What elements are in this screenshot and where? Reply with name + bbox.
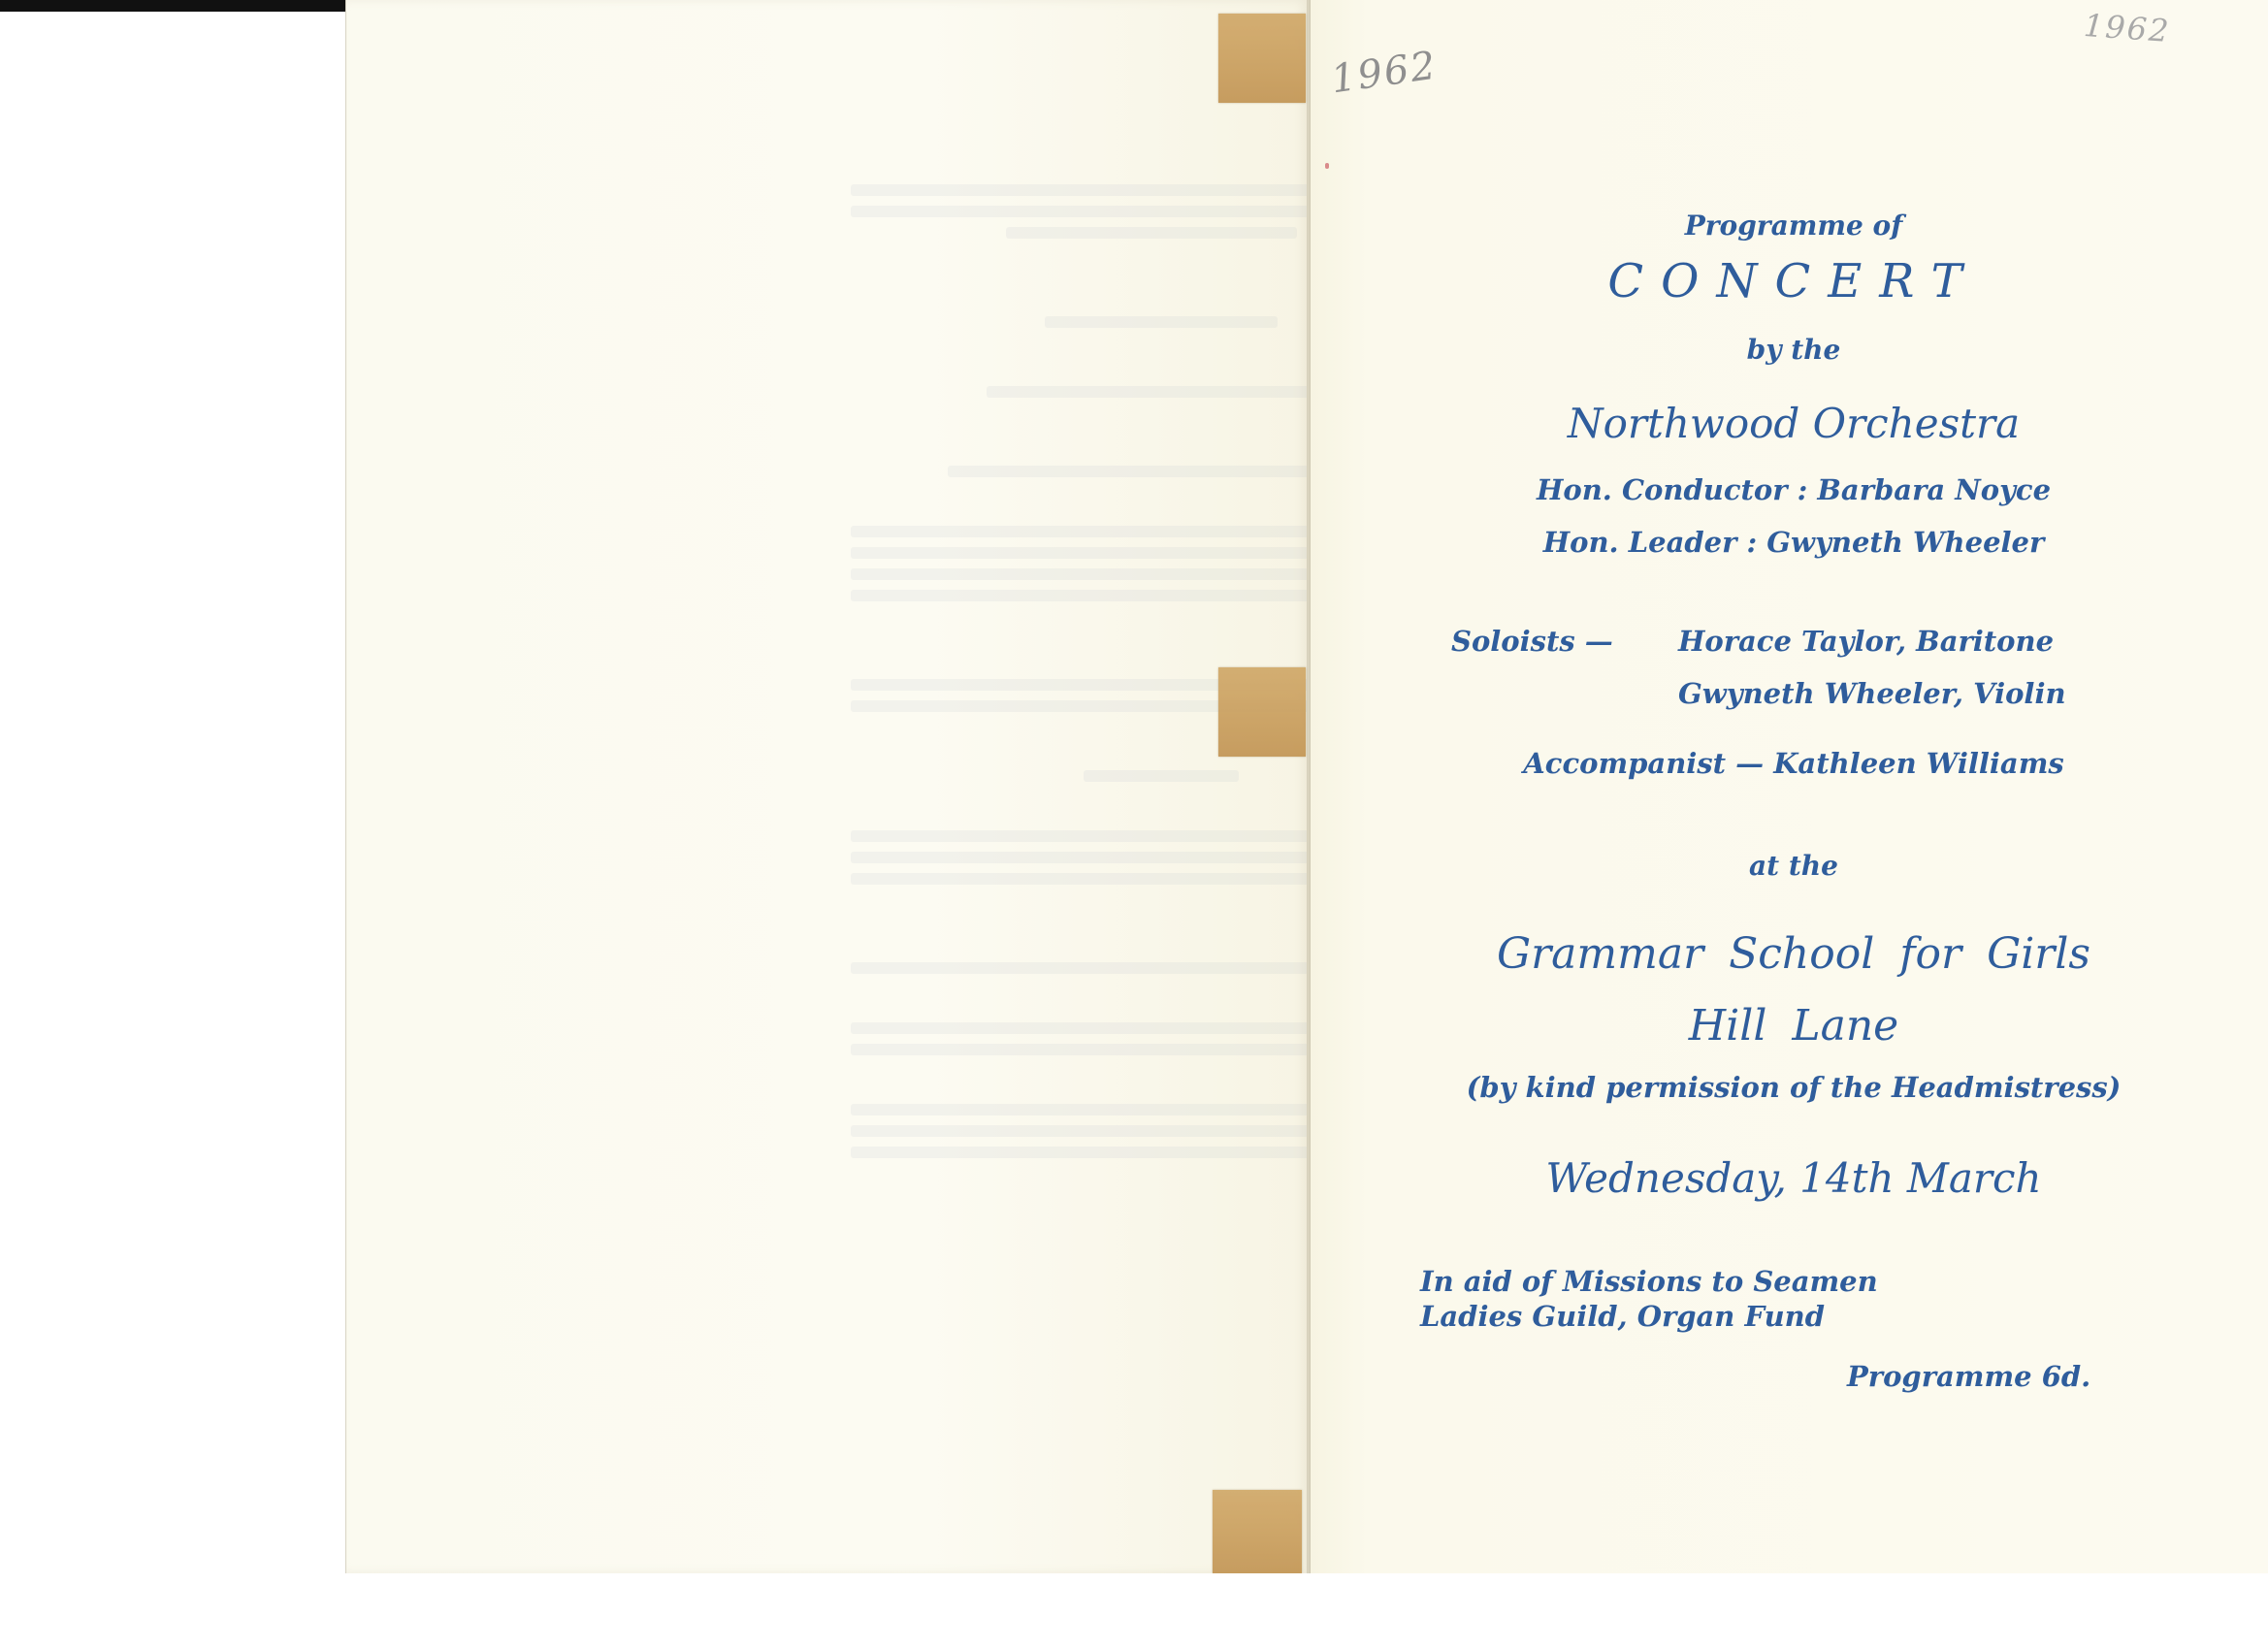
adhesive-tape — [1218, 14, 1306, 103]
venue-name: Grammar School for Girls — [1497, 929, 2090, 979]
charity-line: Ladies Guild, Organ Fund — [1420, 1300, 1826, 1333]
soloist-entry: Horace Taylor, Baritone — [1678, 625, 2055, 658]
by-the-text: by the — [1746, 334, 1841, 366]
venue-street: Hill Lane — [1688, 1001, 1899, 1051]
leader-line: Hon. Leader : Gwyneth Wheeler — [1542, 526, 2045, 559]
charity-line: In aid of Missions to Seamen — [1420, 1265, 1878, 1298]
conductor-line: Hon. Conductor : Barbara Noyce — [1536, 473, 2052, 506]
permission-note: (by kind permission of the Headmistress) — [1466, 1071, 2122, 1104]
concert-date: Wednesday, 14th March — [1545, 1154, 2042, 1202]
orchestra-name: Northwood Orchestra — [1567, 400, 2021, 447]
at-the-text: at the — [1749, 850, 1838, 882]
handwritten-year: 1962 — [1328, 43, 1441, 103]
adhesive-tape — [1218, 667, 1306, 757]
left-page — [345, 0, 1309, 1573]
soloists-label: Soloists — — [1451, 625, 1613, 658]
concert-title: CONCERT — [1607, 254, 1980, 308]
programme-price: Programme 6d. — [1847, 1360, 2091, 1393]
scanner-edge — [0, 0, 351, 12]
accompanist-line: Accompanist — Kathleen Williams — [1523, 747, 2064, 780]
adhesive-tape — [1213, 1490, 1302, 1573]
handwritten-year: 1962 — [2082, 6, 2172, 50]
programme-of-text: Programme of — [1684, 210, 1903, 242]
soloist-entry: Gwyneth Wheeler, Violin — [1678, 677, 2066, 710]
programme-cover — [1319, 0, 2268, 1573]
page-fold — [1307, 0, 1310, 1573]
scan-margin — [0, 1573, 2268, 1649]
